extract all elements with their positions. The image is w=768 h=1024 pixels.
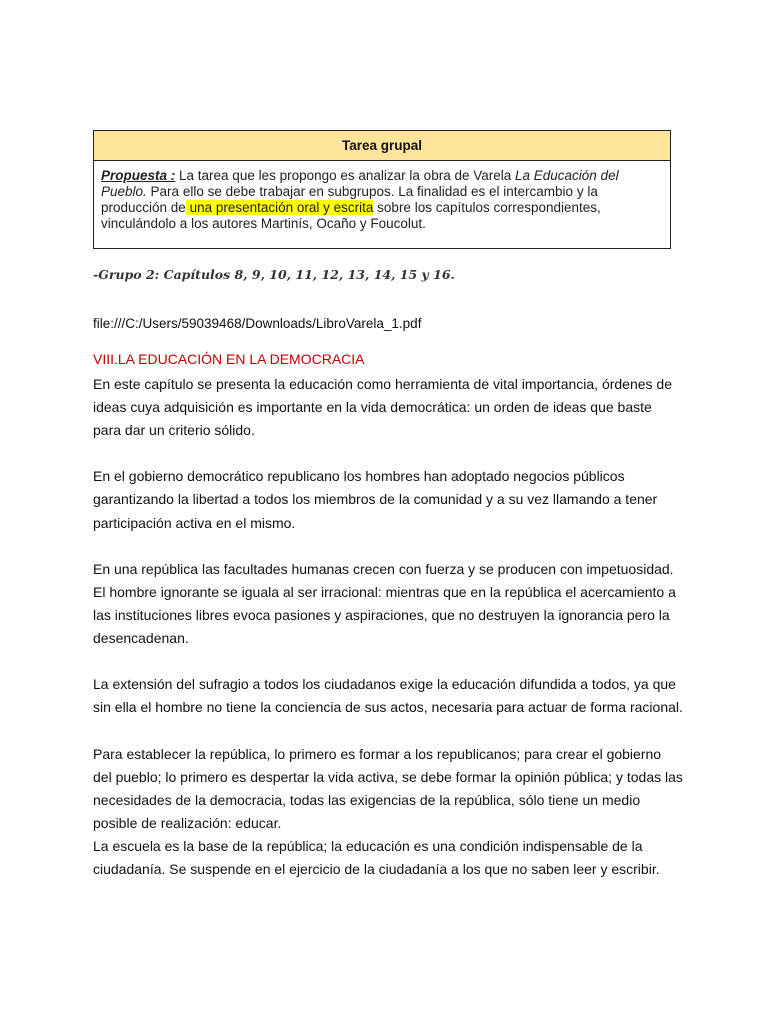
- paragraph-1: En este capítulo se presenta la educación como herramienta de vital importancia, órdenes de ideas cuya adquisición es importante en la vida democrática: un orden de ideas que baste para dar un criterio sólido.: [93, 376, 673, 439]
- proposal-text-2: Para ello se debe trabajar en subgrupos. La finalidad es el intercambio y la producción de: [101, 184, 598, 215]
- chapter-heading: VIII.LA EDUCACIÓN EN LA DEMOCRACIA: [93, 351, 365, 367]
- task-box-title: Tarea grupal: [94, 131, 670, 161]
- paragraph-2: En el gobierno democrático republicano los hombres han adoptado negocios públicos garantizando la libertad a todos los miembros de la comunidad y a su vez llamando a tener participación activa en el mismo.: [93, 468, 658, 531]
- paragraph-6: Para establecer la república, lo primero es formar a los republicanos; para crear el gobierno del pueblo; lo primero es despertar la vida activa, se debe formar la opinión pública; y todas las necesidades de la democracia, todas las exigencias de la república, sólo tiene un medio posible de realización: educar.: [93, 745, 683, 831]
- paragraph-7: La escuela es la base de la república; la educación es una condición indispensable de la ciudadanía. Se suspende en el ejercicio de la ciudadanía a los que no saben leer y escribir.: [93, 837, 660, 877]
- proposal-text-3: sobre los capítulos correspondientes, vinculándolo a los autores Martinís, Ocaño y Foucolut.: [101, 200, 601, 231]
- file-path-link[interactable]: file:///C:/Users/59039468/Downloads/LibroVarela_1.pdf: [93, 316, 422, 331]
- paragraph-4: El hombre ignorante se iguala al ser irracional: mientras que en la república el acercamiento a las instituciones libres evoca pasiones y aspiraciones, que no destruyen la ignorancia pero la desencadenan.: [93, 583, 676, 647]
- task-box-body: [94, 161, 670, 232]
- paragraph-3: En una república las facultades humanas crecen con fuerza y se producen con impetuosidad.: [93, 560, 674, 577]
- task-box: [93, 130, 671, 249]
- proposal-label: Propuesta :: [101, 168, 176, 183]
- paragraph-5: La extensión del sufragio a todos los ciudadanos exige la educación difundida a todos, ya que sin ella el hombre no tiene la conciencia de sus actos, necesaria para actuar de forma racional.: [93, 676, 683, 716]
- chapter-content: [93, 373, 683, 881]
- group-chapters-line: -Grupo 2: Capítulos 8, 9, 10, 11, 12, 13, 14, 15 y 16.: [93, 267, 455, 282]
- highlighted-text: una presentación oral y escrita: [185, 200, 374, 215]
- proposal-text-1: La tarea que les propongo es analizar la obra de Varela: [175, 168, 515, 183]
- book-title: La Educación del Pueblo.: [101, 168, 619, 199]
